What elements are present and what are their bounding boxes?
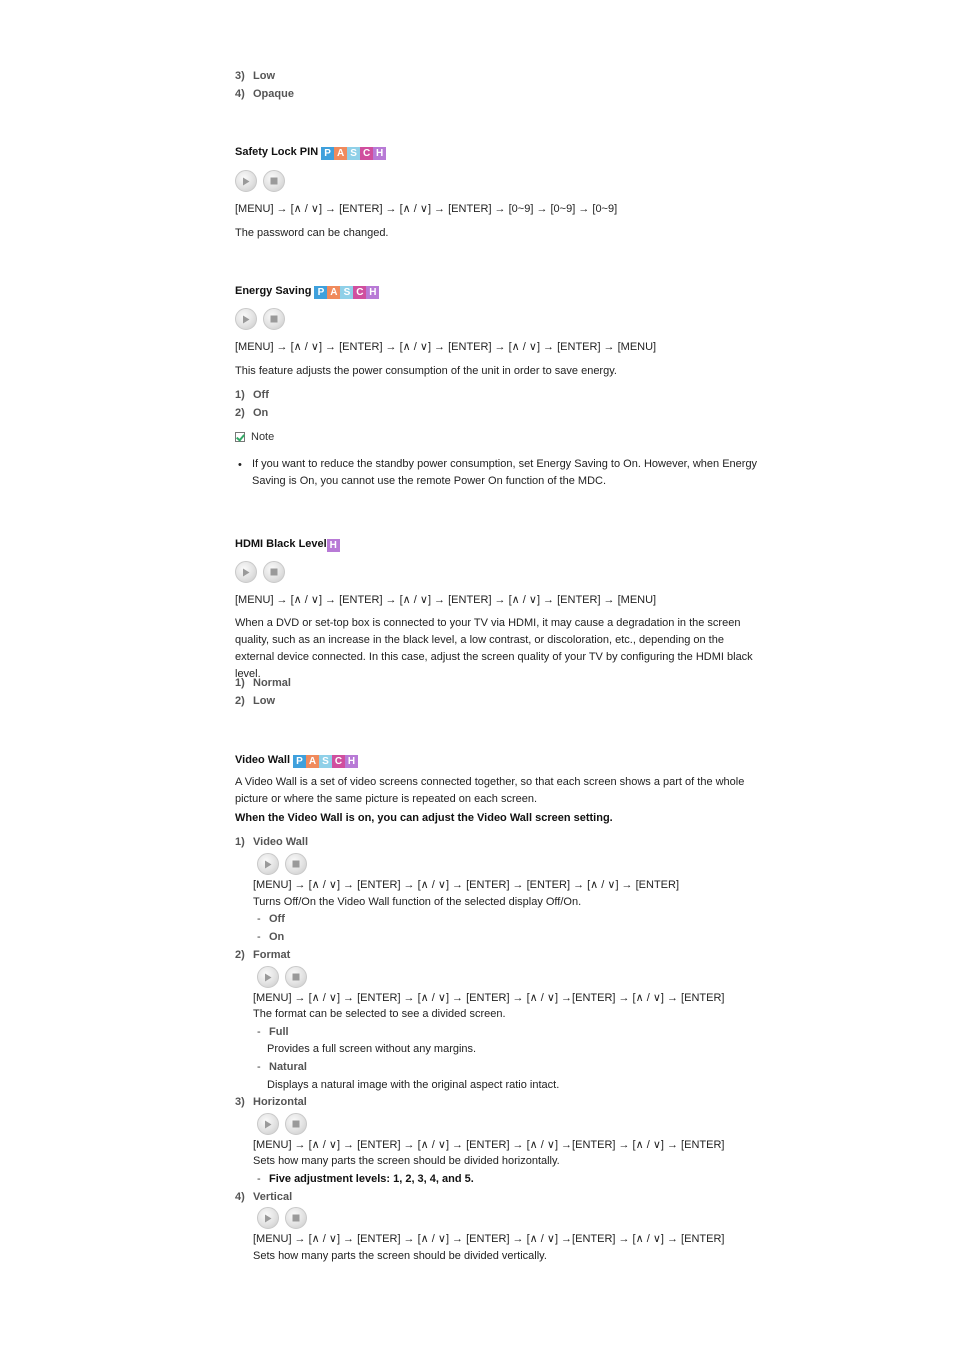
media-controls (257, 1207, 307, 1229)
mode-badge-c: C (332, 755, 345, 768)
mode-badge-c: C (360, 147, 373, 160)
play-icon[interactable] (257, 853, 279, 875)
stop-icon[interactable] (285, 966, 307, 988)
play-icon[interactable] (257, 1113, 279, 1135)
menu-path: [MENU] → [∧ / ∨] → [ENTER] → [∧ / ∨] → [ENTER] → [∧ / ∨] → [ENTER] → [MENU] (235, 341, 657, 353)
sub-option-off: - Off (257, 913, 285, 925)
mode-badge-s: S (319, 755, 332, 768)
bullet-dot: • (238, 459, 242, 471)
description: The password can be changed. (235, 227, 389, 239)
option-normal: 1) Normal (235, 677, 291, 689)
mode-badge-a: A (306, 755, 319, 768)
mode-tags (293, 755, 358, 768)
mode-badge-c: C (353, 286, 366, 299)
note-text: If you want to reduce the standby power consumption, set Energy Saving to On. However, when Energy Saving is On, you cannot use the remote Power On function of the MDC. (252, 458, 758, 487)
option-on: 2) On (235, 407, 269, 419)
sub-option-full: - Full (257, 1026, 289, 1038)
mode-badge-h: H (345, 755, 358, 768)
checkbox-note-icon (235, 432, 245, 442)
stop-icon[interactable] (285, 853, 307, 875)
menu-path: [MENU] → [∧ / ∨] → [ENTER] → [∧ / ∨] → [ENTER] → [∧ / ∨] →[ENTER] → [∧ / ∨] → [ENTER] (253, 992, 725, 1004)
sub-option-natural: - Natural (257, 1061, 307, 1073)
menu-path: [MENU] → [∧ / ∨] → [ENTER] → [∧ / ∨] → [ENTER] → [0~9] → [0~9] → [0~9] (235, 203, 618, 215)
mode-badge-p: P (314, 286, 327, 299)
section-title-safety-lock-pin: Safety Lock PIN P A S C H (235, 146, 386, 160)
subsection-video-wall: 1) Video Wall (235, 836, 309, 848)
option-off: 1) Off (235, 389, 269, 401)
stop-icon[interactable] (285, 1207, 307, 1229)
option-low: 3) Low (235, 70, 275, 82)
note-heading: Note (235, 431, 274, 443)
play-icon[interactable] (257, 966, 279, 988)
play-icon[interactable] (235, 308, 257, 330)
description: This feature adjusts the power consumption of the unit in order to save energy. (235, 365, 617, 377)
mode-badge-h: H (366, 286, 379, 299)
menu-path: [MENU] → [∧ / ∨] → [ENTER] → [∧ / ∨] → [ENTER] → [∧ / ∨] →[ENTER] → [∧ / ∨] → [ENTER] (253, 1233, 725, 1245)
description: The format can be selected to see a divided screen. (253, 1008, 506, 1020)
section-title-hdmi-black-level: HDMI Black Level H (235, 538, 340, 552)
sub-option-desc: Provides a full screen without any margins. (267, 1043, 477, 1055)
mode-badge-h: H (327, 539, 340, 552)
mode-badge-s: S (347, 147, 360, 160)
bold-note: When the Video Wall is on, you can adjust the Video Wall screen setting. (235, 812, 613, 824)
section-title-energy-saving: Energy Saving P A S C H (235, 285, 379, 299)
mode-tags (321, 147, 386, 160)
mode-badge-a: A (327, 286, 340, 299)
description: Sets how many parts the screen should be divided horizontally. (253, 1155, 560, 1167)
option-low: 2) Low (235, 695, 275, 707)
option-opaque: 4) Opaque (235, 88, 294, 100)
media-controls (235, 170, 285, 192)
play-icon[interactable] (235, 170, 257, 192)
sub-option-desc: Displays a natural image with the original aspect ratio intact. (267, 1079, 560, 1091)
section-title-video-wall: Video Wall P A S C H (235, 754, 358, 768)
subsection-format: 2) Format (235, 949, 291, 961)
play-icon[interactable] (257, 1207, 279, 1229)
stop-icon[interactable] (263, 561, 285, 583)
stop-icon[interactable] (263, 308, 285, 330)
mode-badge-s: S (340, 286, 353, 299)
media-controls (257, 1113, 307, 1135)
media-controls (257, 853, 307, 875)
menu-path: [MENU] → [∧ / ∨] → [ENTER] → [∧ / ∨] → [ENTER] → [ENTER] → [∧ / ∨] → [ENTER] (253, 879, 680, 891)
sub-option-levels: - Five adjustment levels: 1, 2, 3, 4, and 5. (257, 1173, 474, 1185)
description: A Video Wall is a set of video screens connected together, so that each screen shows a part of the whole picture or where the same picture is repeated on each screen. (235, 776, 745, 805)
stop-icon[interactable] (285, 1113, 307, 1135)
mode-badge-h: H (373, 147, 386, 160)
sub-option-on: - On (257, 931, 285, 943)
media-controls (257, 966, 307, 988)
subsection-vertical: 4) Vertical (235, 1191, 293, 1203)
media-controls (235, 561, 285, 583)
mode-badge-p: P (321, 147, 334, 160)
media-controls (235, 308, 285, 330)
mode-tags (314, 286, 379, 299)
stop-icon[interactable] (263, 170, 285, 192)
description: Turns Off/On the Video Wall function of the selected display Off/On. (253, 896, 582, 908)
play-icon[interactable] (235, 561, 257, 583)
description: When a DVD or set-top box is connected to your TV via HDMI, it may cause a degradation in the screen quality, such as an increase in the black level, a low contrast, or discoloration, etc., depending on the external device connected. In this case, adjust the screen quality of your TV by configuring the HDMI black level. (235, 617, 753, 680)
mode-badge-a: A (334, 147, 347, 160)
description: Sets how many parts the screen should be divided vertically. (253, 1250, 547, 1262)
subsection-horizontal: 3) Horizontal (235, 1096, 307, 1108)
menu-path: [MENU] → [∧ / ∨] → [ENTER] → [∧ / ∨] → [ENTER] → [∧ / ∨] →[ENTER] → [∧ / ∨] → [ENTER] (253, 1139, 725, 1151)
menu-path: [MENU] → [∧ / ∨] → [ENTER] → [∧ / ∨] → [ENTER] → [∧ / ∨] → [ENTER] → [MENU] (235, 594, 657, 606)
mode-badge-p: P (293, 755, 306, 768)
mode-tags (327, 539, 340, 552)
